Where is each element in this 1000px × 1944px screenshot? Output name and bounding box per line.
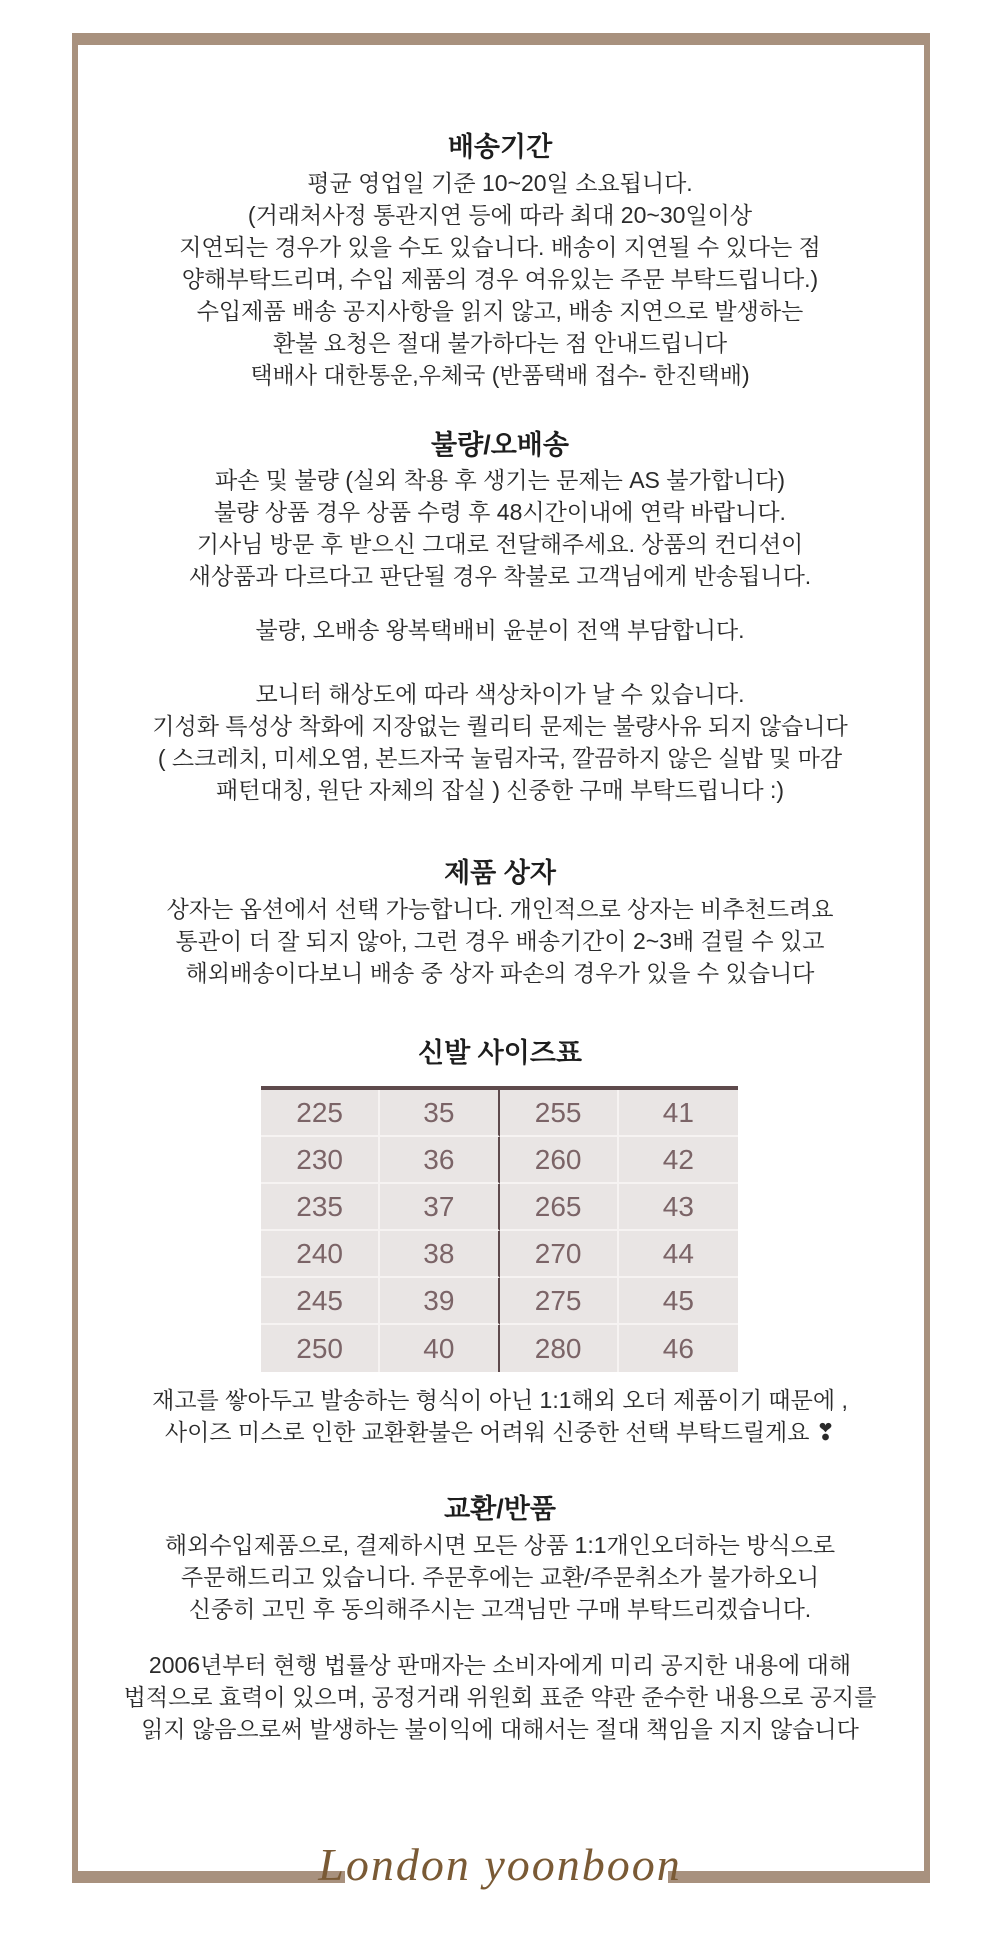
table-cell: 39 [380, 1278, 499, 1325]
body-line: 주문해드리고 있습니다. 주문후에는 교환/주문취소가 불가하오니 [180, 1564, 820, 1590]
table-cell: 35 [380, 1090, 499, 1137]
body-line: 지연되는 경우가 있을 수도 있습니다. 배송이 지연될 수 있다는 점 [179, 234, 821, 260]
body-line: 사이즈 미스로 인한 교환환불은 어려워 신중한 선택 부탁드릴게요 ❣ [164, 1419, 836, 1445]
table-cell: 42 [619, 1137, 738, 1184]
table-cell: 245 [261, 1278, 380, 1325]
frame-top-bar [72, 33, 930, 45]
body-line: ( 스크레치, 미세오염, 본드자국 눌림자국, 깔끔하지 않은 실밥 및 마감 [157, 745, 843, 771]
body-line: 불량 상품 경우 상품 수령 후 48시간이내에 연락 바랍니다. [214, 499, 786, 525]
table-cell: 270 [500, 1231, 619, 1278]
defect-paragraph-3 [0, 678, 1000, 806]
defect-paragraph-2 [0, 614, 1000, 646]
box-section-body [0, 893, 1000, 989]
table-cell: 230 [261, 1137, 380, 1184]
table-cell: 43 [619, 1184, 738, 1231]
body-line: 상자는 옵션에서 선택 가능합니다. 개인적으로 상자는 비추천드려요 [166, 896, 834, 922]
body-line: 해외수입제품으로, 결제하시면 모든 상품 1:1개인오더하는 방식으로 [164, 1532, 836, 1558]
shipping-section-title: 배송기간 [447, 132, 553, 162]
size-table-note [0, 1384, 1000, 1448]
body-line: 읽지 않음으로써 발생하는 불이익에 대해서는 절대 책임을 지지 않습니다 [141, 1716, 859, 1742]
body-line: 재고를 쌓아두고 발송하는 형식이 아닌 1:1해외 오더 제품이기 때문에 , [152, 1387, 848, 1413]
shipping-section-body [0, 167, 1000, 391]
table-cell: 255 [500, 1090, 619, 1137]
body-line: 기성화 특성상 착화에 지장없는 퀄리티 문제는 불량사유 되지 않습니다 [152, 713, 848, 739]
body-line: 법적으로 효력이 있으며, 공정거래 위원회 표준 약관 준수한 내용으로 공지를 [123, 1684, 877, 1710]
box-section-title: 제품 상자 [444, 858, 556, 888]
brand-signature: London yoonboon [318, 1839, 682, 1890]
body-line: 모니터 해상도에 따라 색상차이가 날 수 있습니다. [255, 681, 745, 707]
body-line: 2006년부터 현행 법률상 판매자는 소비자에게 미리 공지한 내용에 대해 [148, 1652, 852, 1678]
body-line: (거래처사정 통관지연 등에 따라 최대 20~30일이상 [247, 202, 753, 228]
table-cell: 40 [380, 1325, 499, 1372]
exchange-section-title: 교환/반품 [444, 1494, 556, 1524]
table-cell: 260 [500, 1137, 619, 1184]
body-line: 통관이 더 잘 되지 않아, 그런 경우 배송기간이 2~3배 걸릴 수 있고 [175, 928, 825, 954]
shoe-size-table [261, 1086, 738, 1372]
table-cell: 37 [380, 1184, 499, 1231]
size-table-title: 신발 사이즈표 [418, 1038, 582, 1068]
table-cell: 250 [261, 1325, 380, 1372]
table-cell: 46 [662, 1332, 694, 1364]
table-cell: 240 [261, 1231, 380, 1278]
body-line: 새상품과 다르다고 판단될 경우 착불로 고객님에게 반송됩니다. [188, 563, 812, 589]
body-line: 기사님 방문 후 받으신 그대로 전달해주세요. 상품의 컨디션이 [196, 531, 804, 557]
body-line: 패턴대칭, 원단 자체의 잡실 ) 신중한 구매 부탁드립니다 :) [215, 777, 785, 803]
exchange-paragraph-2 [0, 1649, 1000, 1745]
body-line: 평균 영업일 기준 10~20일 소요됩니다. [307, 170, 693, 196]
table-cell: 45 [619, 1278, 738, 1325]
table-cell: 44 [619, 1231, 738, 1278]
defect-section-title: 불량/오배송 [431, 430, 569, 460]
body-line: 양해부탁드리며, 수입 제품의 경우 여유있는 주문 부탁드립니다.) [181, 266, 819, 292]
table-cell: 41 [619, 1090, 738, 1137]
body-line: 택배사 대한통운,우체국 (반품택배 접수- 한진택배) [250, 362, 750, 388]
body-line: 신중히 고민 후 동의해주시는 고객님만 구매 부탁드리겠습니다. [188, 1596, 812, 1622]
table-cell: 275 [500, 1278, 619, 1325]
body-line: 수입제품 배송 공지사항을 읽지 않고, 배송 지연으로 발생하는 [196, 298, 804, 324]
exchange-paragraph-1 [0, 1529, 1000, 1625]
body-line: 불량, 오배송 왕복택배비 윤분이 전액 부담합니다. [255, 617, 745, 643]
defect-paragraph-1 [0, 464, 1000, 592]
table-cell: 280 [500, 1325, 619, 1372]
body-line: 파손 및 불량 (실외 착용 후 생기는 문제는 AS 불가합니다) [214, 467, 786, 493]
table-cell: 36 [380, 1137, 499, 1184]
body-line: 해외배송이다보니 배송 중 상자 파손의 경우가 있을 수 있습니다 [185, 960, 815, 986]
table-cell: 265 [500, 1184, 619, 1231]
body-line: 환불 요청은 절대 불가하다는 점 안내드립니다 [272, 330, 728, 356]
table-cell: 38 [380, 1231, 499, 1278]
table-cell: 235 [261, 1184, 380, 1231]
table-cell: 225 [261, 1090, 380, 1137]
